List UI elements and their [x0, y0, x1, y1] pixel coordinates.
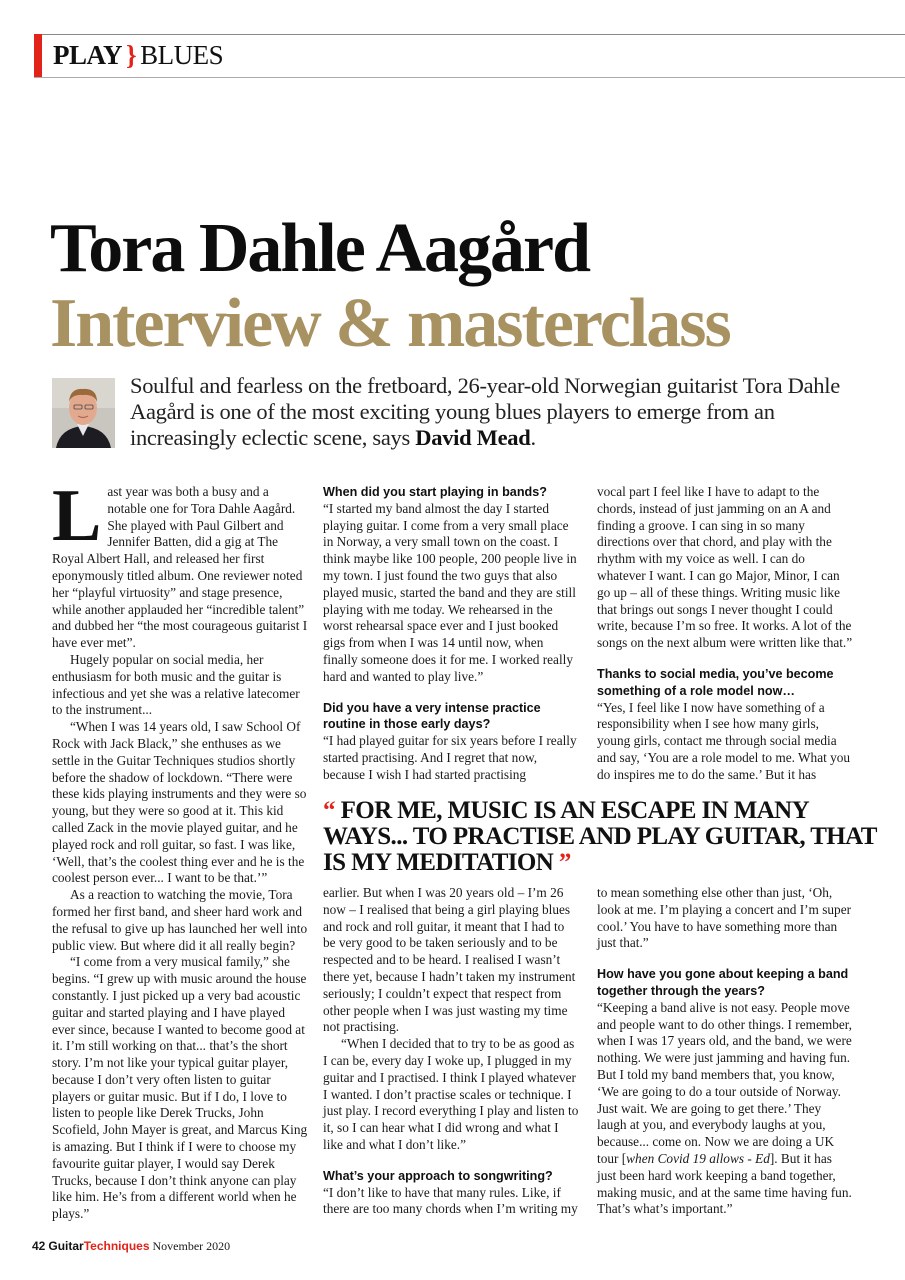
page-number: 42 [32, 1239, 46, 1253]
magazine-name-a: Guitar [48, 1239, 84, 1253]
column-3-bottom [597, 885, 853, 1218]
section-separator: } [126, 40, 137, 70]
body-paragraph: Last year was both a busy and a notable one for Tora Dahle Aagård. She played with Paul Gilbert and Jennifer Batten, did a gig at The Royal Albert Hall, and released her first eponymously titled album. One reviewer noted her “playful virtuosity” and stage presence, while another applauded her “incredible talent” and dubbed her “the most courageous guitarist I have ever met”. [52, 475, 308, 651]
column-2-top [323, 484, 579, 784]
question-heading: Did you have a very intense practice routine in those early days? [323, 700, 541, 732]
top-rule [34, 34, 905, 35]
answer-paragraph: “Yes, I feel like I now have something of a responsibility when I see how many girls, young girls, contact me through social media and say, ‘You are a role model to me. What you do inspires me to do the same.’ But it has [597, 699, 851, 782]
page-footer [32, 1238, 230, 1254]
title-subtitle: Interview & masterclass [50, 285, 730, 362]
answer-paragraph: “When I decided that to try to be as good as I can be, every day I woke up, I plugged in my guitar and I practised. I think I played whatever I wanted. I don’t practise scales or technique. I just play. I record everything I play and listen to it, so I can hear what I did wrong and what I like and what I don’t like.” [323, 1036, 579, 1152]
section-header [53, 40, 223, 70]
answer-paragraph: earlier. But when I was 20 years old – I’m 26 now – I realised that being a girl playing blues and rock and roll guitar, it meant that I had to be very good to be taken seriously and to be respected and to be heard. I realised I wasn’t there yet, because I hadn’t taken my instrument seriously; I couldn’t expect that respect from other people when I was just wasting my time not practising. [323, 885, 576, 1035]
answer-paragraph: vocal part I feel like I have to adapt to the chords, instead of just jamming on an A and finding a groove. I can sing in so many directions over that chord, and play with the rhythm with my voice as well. I can do whatever I want. I can go Major, Minor, I can go up – all of these things. Writing music like that brings out songs I never thought I could write, because I’m so free. It works. A lot of the songs on the next album were written like that.” [597, 484, 853, 651]
issue-date: November 2020 [152, 1239, 231, 1253]
close-quote-mark: ” [558, 849, 571, 876]
section-label: PLAY [53, 40, 123, 70]
body-paragraph: Hugely popular on social media, her enthusiasm for both music and the guitar is infectious and yet she was a relative latecomer to the instrument... [52, 651, 300, 718]
question-heading: When did you start playing in bands? [323, 485, 547, 499]
section-color-bar [34, 34, 42, 78]
answer-paragraph: “Keeping a band alive is not easy. People move and people want to do other things. I remember, when I was 17 years old, and the band, we were nothing. We were just jamming and having fun. But I told my band members that, you know, ‘We are going to do a tour outside of Norway. Just wait. We are going to get there.’ They laugh at you, and everybody laughs at you, because... come on. Now we are doing a UK tour [when Covid 19 allows - Ed]. But it has just been hard work keeping a band together, making music, and at the same time having fun. That’s what’s important.” [597, 999, 852, 1217]
subsection-label: BLUES [140, 40, 224, 70]
column-1 [52, 475, 308, 1223]
question-heading: How have you gone about keeping a band together through the years? [597, 967, 849, 998]
body-paragraph: As a reaction to watching the movie, Tora formed her first band, and sheer hard work and the refusal to give up has launched her well into public view. But where did it all really begin? [52, 887, 308, 953]
magazine-name-b: Techniques [83, 1239, 150, 1253]
header-rule [34, 77, 905, 78]
answer-paragraph: “I had played guitar for six years before I really started practising. And I regret that now, because I wish I had started practising [323, 733, 577, 782]
answer-paragraph: “I started my band almost the day I started playing guitar. I come from a very small place in Norway, a very small town on the coast. I think maybe like 100 people, 200 people live in my town. I just found the two guys that also played music, started the band and they are still playing with me today. We rehearsed in the worst rehearsal space ever and I just booked gigs from when I was 14 until now, when finally someone does it for me. I worked really hard and wanted to play live.” [323, 500, 577, 684]
body-paragraph: “I come from a very musical family,” she begins. “I grew up with music around the house constantly. I just picked up a very bad acoustic guitar and started playing and I have played ever since, because I wanted to become good at it. I’m still working on that... that’s the short story. I’m not like your typical guitar player, because I don’t very often listen to guitar players or guitar music. But if I do, I love to listen to people like Derek Trucks, John Scofield, John Mayer is great, and Marcus King is amazing. But I think if I were to choose my favourite guitar player, I would say Derek Trucks, because I don’t think anyone can play like him. He’s from a different world when he plays.” [52, 954, 308, 1222]
standfirst-text: Soulful and fearless on the fretboard, 26-year-old Norwegian guitarist Tora Dahle Aagård is one of the most exciting young blues players to emerge from an increasingly eclectic scene, says [130, 373, 840, 450]
answer-paragraph: “I don’t like to have that many rules. Like, if there are too many chords when I’m writing my [323, 1184, 578, 1217]
standfirst-end: . [530, 425, 536, 450]
editor-note: when Covid 19 allows - Ed [626, 1150, 770, 1166]
column-2-bottom [323, 885, 579, 1218]
drop-cap: L [52, 475, 102, 557]
title-name: Tora Dahle Aagård [50, 210, 590, 287]
column-3-top [597, 484, 853, 784]
open-quote-mark: “ [323, 797, 335, 824]
question-heading: Thanks to social media, you’ve become something of a role model now… [597, 666, 834, 698]
question-heading: What’s your approach to songwriting? [323, 1168, 553, 1183]
pull-quote-text: FOR ME, MUSIC IS AN ESCAPE IN MANY WAYS... TO PRACTISE AND PLAY GUITAR, THAT IS MY MEDITATION [323, 797, 877, 876]
pull-quote [323, 798, 883, 876]
body-paragraph: “When I was 14 years old, I saw School Of Rock with Jack Black,” she enthuses as we settle in the Guitar Techniques studios shortly before the shadow of lockdown. “There were these kids playing instruments and they were so young, but they were so good at it. This kid called Zack in the movie played guitar, and he played rock and roll guitar, so fast. I was like, ‘Well, that’s the coolest thing ever and he is the coolest person ever... I want to be that.’” [52, 719, 307, 886]
byline: David Mead [415, 425, 531, 450]
answer-paragraph: to mean something else other than just, ‘Oh, look at me. I’m playing a concert and I’m super cool.’ You have to have something more than just that.” [597, 885, 852, 951]
standfirst [130, 373, 880, 451]
author-photo [52, 378, 115, 448]
